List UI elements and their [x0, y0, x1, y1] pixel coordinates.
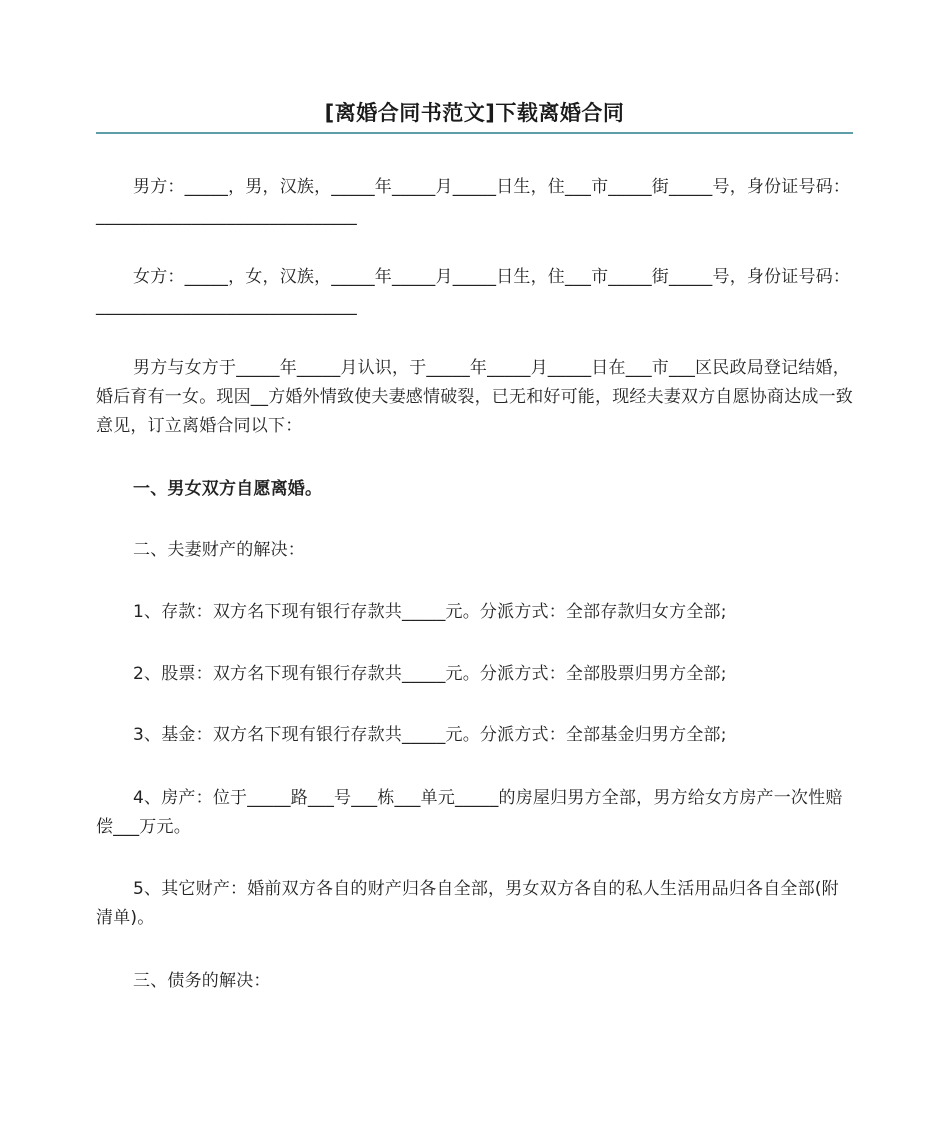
property-item-funds: 3、基金：双方名下现有银行存款共_____元。分派方式：全部基金归男方全部; — [133, 725, 727, 745]
clause-heading-property: 二、夫妻财产的解决： — [133, 540, 305, 560]
paragraph-wife-info: 女方：_____，女，汉族，_____年_____月_____日生，住___市_____街_____号，身份证号码：______________________________ — [96, 267, 851, 316]
document-title: [离婚合同书范文]下载离婚合同 — [324, 101, 625, 125]
clause-heading-voluntary-divorce: 一、男女双方自愿离婚。 — [133, 479, 323, 499]
property-item-deposits: 1、存款：双方名下现有银行存款共_____元。分派方式：全部存款归女方全部; — [133, 602, 727, 622]
property-item-other: 5、其它财产：婚前双方各自的财产归各自全部，男女双方各自的私人生活用品归各自全部(附清单)。 — [96, 879, 839, 928]
paragraph-marriage-background: 男方与女方于_____年_____月认识，于_____年_____月_____日在___市___区民政局登记结婚，婚后育有一女。现因__方婚外情致使夫妻感情破裂，已无和好可能，现经夫妻双方自愿协商达成一致意见，订立离婚合同以下： — [96, 358, 853, 436]
property-item-stocks: 2、股票：双方名下现有银行存款共_____元。分派方式：全部股票归男方全部; — [133, 664, 727, 684]
property-item-real-estate: 4、房产：位于_____路___号___栋___单元_____的房屋归男方全部，男方给女方房产一次性赔偿___万元。 — [96, 788, 843, 837]
title-underline — [96, 132, 853, 134]
paragraph-husband-info: 男方：_____，男，汉族，_____年_____月_____日生，住___市_____街_____号，身份证号码：______________________________ — [96, 177, 851, 226]
clause-heading-debts: 三、债务的解决： — [133, 971, 271, 991]
